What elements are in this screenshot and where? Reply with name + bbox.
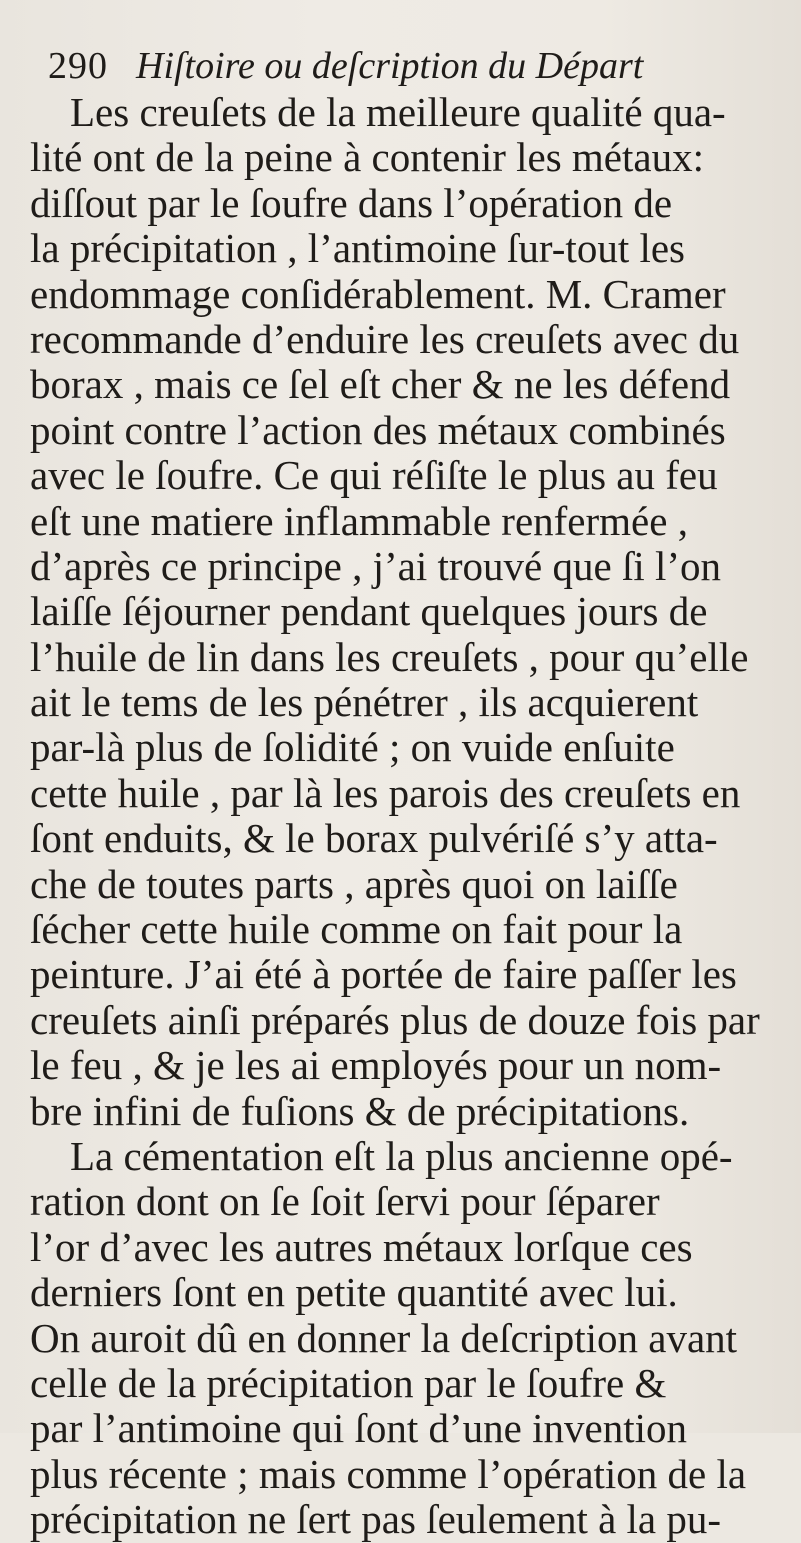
text-line: plus récente ; mais comme l’opération de la (30, 1451, 747, 1497)
text-line: ait le tems de les pénétrer , ils acquierent (30, 680, 699, 726)
text-line: avec le ſoufre. Ce qui réſiſte le plus au feu (30, 453, 718, 499)
text-line: che de toutes parts , après quoi on laiſſe (30, 861, 678, 907)
text-line: point contre l’action des métaux combinés (30, 407, 726, 453)
text-line: creuſets ainſi préparés plus de douze fois par (30, 997, 760, 1043)
text-line: diſſout par le ſoufre dans l’opération de (30, 180, 673, 226)
text-line: par-là plus de ſolidité ; on vuide enſuite (30, 725, 675, 771)
text-line: l’huile de lin dans les creuſets , pour qu’elle (30, 634, 749, 680)
text-line: recommande d’enduire les creuſets avec du (30, 316, 740, 362)
text-line: celle de la précipitation par le ſoufre & (30, 1360, 667, 1406)
text-line: peinture. J’ai été à portée de faire paſſer les (30, 952, 737, 998)
text-line: endommage conſidérablement. M. Cramer (30, 271, 726, 317)
text-line: Les creuſets de la meilleure qualité qua- (70, 90, 726, 135)
page-number: 290 (48, 45, 108, 87)
text-line: ſont enduits, & le borax pulvériſé s’y atta- (30, 816, 718, 862)
text-line: cette huile , par là les parois des creuſets en (30, 770, 741, 816)
text-line: précipitation ne ſert pas ſeulement à la pu- (30, 1497, 722, 1543)
text-line: la précipitation , l’antimoine ſur-tout les (30, 226, 685, 272)
text-line: l’or d’avec les autres métaux lorſque ces (30, 1224, 693, 1270)
text-line: par l’antimoine qui ſont d’une invention (30, 1406, 688, 1452)
text-line: derniers ſont en petite quantité avec lui. (30, 1270, 678, 1316)
text-line: ration dont on ſe ſoit ſervi pour ſéparer (30, 1179, 660, 1225)
text-line: laiſſe ſéjourner pendant quelques jours de (30, 589, 708, 635)
text-line: d’après ce principe , j’ai trouvé que ſi l’on (30, 543, 722, 589)
text-line: La cémentation eſt la plus ancienne opé- (70, 1133, 733, 1179)
text-line: bre infini de fuſions & de précipitations. (30, 1088, 690, 1134)
text-line: le feu , & je les ai employés pour un nom- (30, 1043, 722, 1089)
page-header (48, 44, 643, 94)
text-line: borax , mais ce ſel eſt cher & ne les défend (30, 362, 731, 408)
running-title: Hiſtoire ou deſcription du Départ (136, 45, 644, 87)
text-line: lité ont de la peine à contenir les métaux: (30, 135, 704, 181)
text-line: On auroit dû en donner la deſcription avant (30, 1315, 738, 1361)
body-text (30, 90, 801, 1543)
text-line: ſécher cette huile comme on fait pour la (30, 907, 683, 953)
text-line: eſt une matiere inflammable renfermée , (30, 498, 688, 544)
